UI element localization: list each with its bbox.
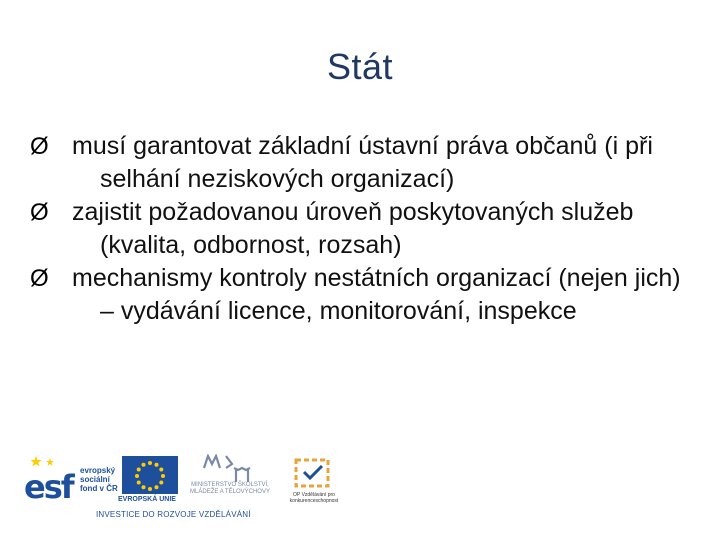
bullet-item — [26, 130, 686, 196]
eu-flag-logo — [122, 456, 178, 494]
msmt-mark-icon — [198, 454, 260, 484]
bullet-text: musí garantovat základní ústavní práva občanů (i při selhání neziskových organizací) — [72, 132, 653, 193]
arrow-bullet-icon: Ø — [30, 133, 49, 160]
eu-stars-icon — [122, 456, 178, 494]
op-mark-icon — [290, 456, 334, 490]
bullet-text: mechanismy kontroly nestátních organizací (nejen jich) – vydávání licence, monitorování, inspekce — [72, 264, 681, 325]
bullet-item — [26, 262, 686, 328]
bullet-text: zajistit požadovanou úroveň poskytovaných služeb (kvalita, odbornost, rozsah) — [72, 198, 634, 259]
investment-caption: INVESTICE DO ROZVOJE VZDĚLÁVÁNÍ — [96, 510, 251, 519]
arrow-bullet-icon: Ø — [30, 265, 49, 292]
esf-side-label: evropský sociální fond v ČR — [80, 466, 118, 493]
esf-wordmark: esf — [24, 468, 73, 506]
bullet-item — [26, 196, 686, 262]
esf-logo — [22, 454, 118, 506]
op-label: OP Vzdělávání pro konkurenceschopnost — [289, 492, 339, 504]
bullet-list — [26, 130, 686, 328]
slide-title: Stát — [326, 46, 394, 87]
op-logo — [290, 456, 334, 490]
arrow-bullet-icon: Ø — [30, 199, 49, 226]
eu-label: EVROPSKÁ UNIE — [118, 496, 176, 503]
funding-logo-bar — [22, 452, 352, 524]
msmt-label: MINISTERSTVO ŠKOLSTVÍ, MLÁDEŽE A TĚLOVÝCHOVY — [190, 482, 270, 495]
